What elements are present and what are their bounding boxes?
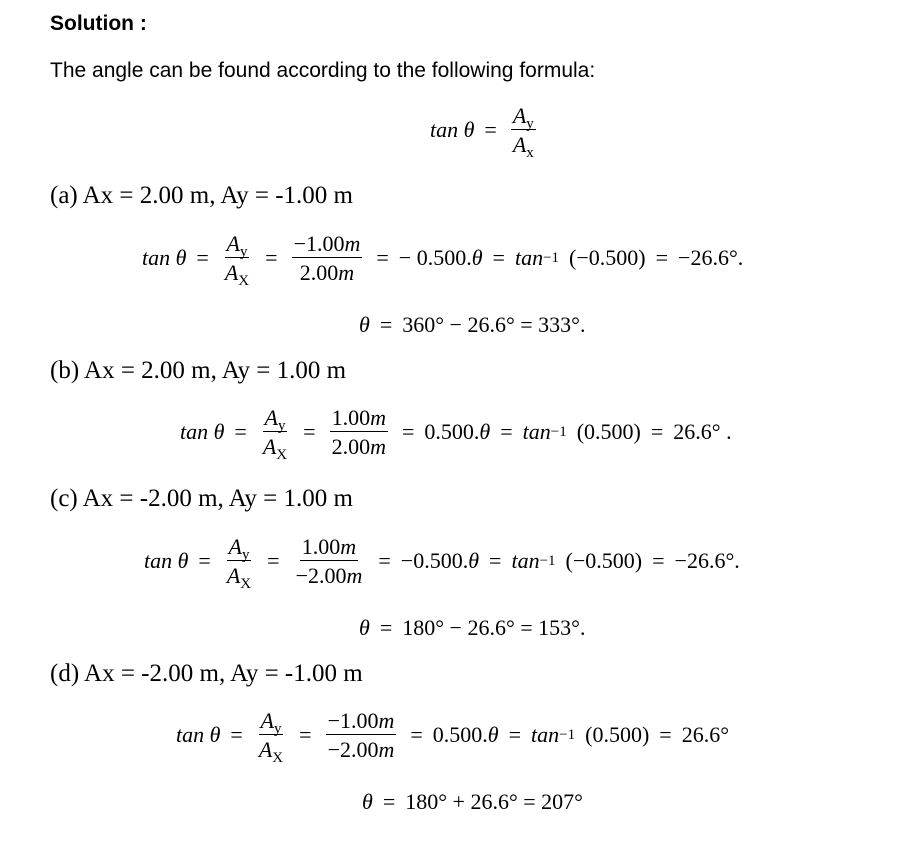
part-c-eq3: = xyxy=(378,548,391,574)
part-b-eq3: = xyxy=(401,419,415,445)
part-a-label: (a) Ax = 2.00 m, Ay = -1.00 m xyxy=(50,182,353,209)
part-d-result: 0.500. xyxy=(432,722,488,748)
part-a-symbolic-fraction: $\frac{A_y}{A_X}$ xyxy=(224,231,250,290)
part-c-arctan: tan xyxy=(511,548,540,574)
part-d-arctan-arg: (0.500) xyxy=(585,722,650,748)
part-a-eq4: = xyxy=(492,245,505,271)
part-b-arctan: tan xyxy=(522,419,551,445)
part-d-eq4: = xyxy=(508,722,522,748)
part-d-angle: 26.6° xyxy=(681,722,730,748)
part-c-symbolic-fraction: $\frac{A_y}{A_X}$ xyxy=(226,534,252,593)
part-a-arctan: tan xyxy=(514,245,544,271)
part-c-eq1: = xyxy=(198,548,211,574)
part-d-value-fraction: $\frac{-1.00m}{-2.00m}$ xyxy=(327,708,395,763)
part-a-eq3: = xyxy=(376,245,389,271)
part-c-lhs: tan θ xyxy=(144,548,189,574)
part-b-theta: θ xyxy=(479,419,491,445)
part-b-symbolic-fraction: $\frac{A_y}{A_X}$ xyxy=(262,405,288,464)
part-b-eq5: = xyxy=(650,419,664,445)
intro-text: The angle can be found according to the following formula: xyxy=(50,59,596,82)
part-d-eq5: = xyxy=(659,722,672,748)
part-c-result: −0.500. xyxy=(400,548,469,574)
formula-equals: = xyxy=(484,117,497,143)
part-a-eq5: = xyxy=(655,245,669,271)
part-a-eq2: = xyxy=(265,245,278,271)
part-b-result: 0.500. xyxy=(424,419,480,445)
part-b-equation: tan θ = $\frac{A_y}{A_X}$ = $\frac{1.00m}{2.00m}$ = 0.500. θ = tan −1 (0.500) = 26.6° . xyxy=(180,405,732,464)
part-b-eq4: = xyxy=(500,419,513,445)
part-c-eq5: = xyxy=(652,548,665,574)
general-formula xyxy=(430,103,540,162)
part-d-lhs: tan θ xyxy=(176,722,221,748)
part-a-result: − 0.500. xyxy=(398,245,472,271)
part-c-value-fraction: $\frac{1.00m}{-2.00m}$ xyxy=(295,534,363,589)
part-a-angle: −26.6°. xyxy=(678,245,744,271)
part-d-label: (d) Ax = -2.00 m, Ay = -1.00 m xyxy=(50,660,363,687)
part-c-equation: tan θ = $\frac{A_y}{A_X}$ = $\frac{1.00m}{-2.00m}$ = −0.500. θ = tan −1 (−0.500) = −26.6°. xyxy=(144,534,740,593)
part-d-eq1: = xyxy=(230,722,243,748)
part-b-eq1: = xyxy=(234,419,247,445)
part-c-extra-theta: θ xyxy=(359,615,370,640)
part-d-theta: θ xyxy=(487,722,499,748)
part-d-symbolic-fraction: $\frac{A_y}{A_X}$ xyxy=(258,708,284,767)
part-a-arctan-arg: (−0.500) xyxy=(569,245,646,271)
solution-title: Solution : xyxy=(50,12,147,35)
formula-den-sub: x xyxy=(526,145,534,162)
part-a-extra-theta: θ xyxy=(359,312,370,337)
formula-den: A xyxy=(512,132,527,158)
part-d-extra-expr: 180° + 26.6° = 207° xyxy=(405,789,583,814)
part-d-extra-eq: = xyxy=(382,789,396,814)
part-b-arctan-arg: (0.500) xyxy=(576,419,641,445)
part-b-eq2: = xyxy=(303,419,316,445)
part-a-eq1: = xyxy=(196,245,209,271)
part-c-arctan-arg: (−0.500) xyxy=(565,548,643,574)
part-d-equation: tan θ = $\frac{A_y}{A_X}$ = $\frac{-1.00m}{-2.00m}$ = 0.500. θ = tan −1 (0.500) = 26.6° xyxy=(176,708,730,767)
formula-fraction xyxy=(511,103,536,162)
part-d-eq3: = xyxy=(410,722,423,748)
part-d-extra-theta: θ xyxy=(362,789,373,814)
part-d-extra-equation xyxy=(362,789,583,815)
formula-lhs: tan θ xyxy=(430,117,475,143)
part-d-arctan: tan xyxy=(531,722,560,748)
part-c-theta: θ xyxy=(468,548,480,574)
formula-num: A xyxy=(512,103,527,128)
part-c-angle: −26.6°. xyxy=(674,548,740,574)
part-c-extra-expr: 180° − 26.6° = 153°. xyxy=(402,615,586,640)
part-c-extra-eq: = xyxy=(379,615,393,640)
part-c-extra-equation xyxy=(359,615,585,641)
part-a-extra-expr: 360° − 26.6° = 333°. xyxy=(402,312,586,337)
part-a-equation: tan θ = $\frac{A_y}{A_X}$ = $\frac{-1.00m}{2.00m}$ = − 0.500. θ = tan −1 (−0.500) = −26.6°. xyxy=(142,231,744,290)
part-b-lhs: tan θ xyxy=(180,419,225,445)
part-b-value-fraction: $\frac{1.00m}{2.00m}$ xyxy=(331,405,386,460)
formula-num-sub: y xyxy=(526,116,534,132)
part-b-label: (b) Ax = 2.00 m, Ay = 1.00 m xyxy=(50,357,347,384)
part-a-lhs: tan θ xyxy=(142,245,187,271)
part-a-value-fraction: $\frac{-1.00m}{2.00m}$ xyxy=(293,231,361,286)
part-c-eq2: = xyxy=(267,548,280,574)
part-a-extra-eq: = xyxy=(379,312,393,337)
part-a-theta: θ xyxy=(471,245,483,271)
part-b-angle: 26.6° . xyxy=(673,419,732,445)
part-a-extra-equation xyxy=(359,312,585,338)
part-c-eq4: = xyxy=(489,548,502,574)
part-d-eq2: = xyxy=(299,722,312,748)
part-c-label: (c) Ax = -2.00 m, Ay = 1.00 m xyxy=(50,485,353,512)
